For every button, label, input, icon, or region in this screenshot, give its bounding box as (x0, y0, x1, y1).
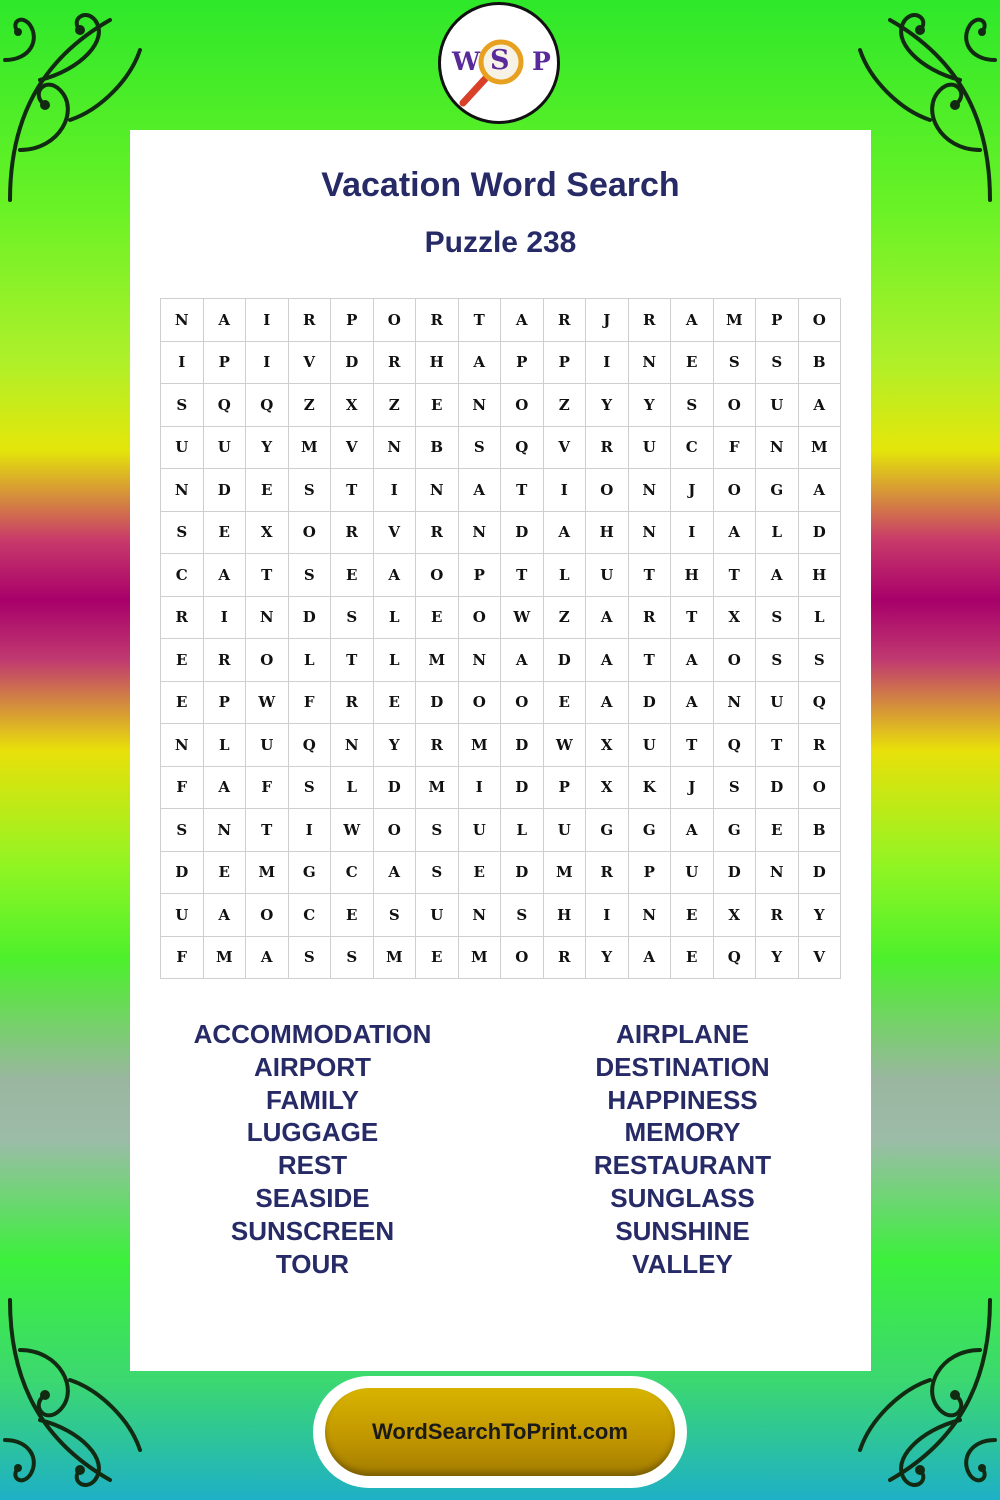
grid-cell[interactable]: X (714, 894, 757, 937)
puzzle-number: Puzzle 238 (424, 226, 577, 259)
grid-cell[interactable]: U (161, 894, 204, 937)
grid-cell[interactable]: F (246, 767, 289, 810)
grid-cell[interactable]: R (331, 682, 374, 725)
word-list-item: AIRPORT (254, 1051, 371, 1082)
grid-cell[interactable]: L (799, 597, 842, 640)
grid-cell[interactable]: S (161, 512, 204, 555)
grid-cell[interactable]: U (544, 809, 587, 852)
grid-cell[interactable]: C (331, 852, 374, 895)
grid-cell[interactable]: H (586, 512, 629, 555)
grid-cell[interactable]: Q (714, 937, 757, 980)
grid-cell[interactable]: N (629, 894, 672, 937)
grid-cell[interactable]: O (714, 639, 757, 682)
grid-cell[interactable]: O (289, 512, 332, 555)
grid-cell[interactable]: L (544, 554, 587, 597)
grid-cell[interactable]: J (671, 469, 714, 512)
grid-cell[interactable]: A (374, 852, 417, 895)
grid-cell[interactable]: A (586, 639, 629, 682)
grid-cell[interactable]: M (459, 937, 502, 980)
grid-cell[interactable]: Q (799, 682, 842, 725)
grid-cell[interactable]: N (629, 512, 672, 555)
word-list-item: SUNSCREEN (230, 1215, 395, 1246)
grid-cell[interactable]: S (416, 852, 459, 895)
grid-cell[interactable]: L (501, 809, 544, 852)
word-list-item: RESTAURANT (593, 1150, 772, 1181)
grid-cell[interactable]: S (289, 767, 332, 810)
grid-cell[interactable]: F (161, 767, 204, 810)
grid-cell[interactable]: T (501, 469, 544, 512)
grid-cell[interactable]: V (331, 427, 374, 470)
grid-cell[interactable]: O (714, 469, 757, 512)
grid-cell[interactable]: E (416, 597, 459, 640)
grid-cell[interactable]: G (756, 469, 799, 512)
grid-cell[interactable]: U (416, 894, 459, 937)
grid-cell[interactable]: I (204, 597, 247, 640)
grid-cell[interactable]: E (331, 554, 374, 597)
grid-cell[interactable]: S (374, 894, 417, 937)
grid-cell[interactable]: E (459, 852, 502, 895)
grid-cell[interactable]: R (416, 512, 459, 555)
grid-cell[interactable]: S (331, 937, 374, 980)
grid-cell[interactable]: R (161, 597, 204, 640)
grid-cell[interactable]: O (501, 384, 544, 427)
grid-cell[interactable]: I (374, 469, 417, 512)
grid-cell[interactable]: N (161, 469, 204, 512)
grid-cell[interactable]: O (799, 767, 842, 810)
grid-cell[interactable]: D (374, 767, 417, 810)
grid-cell[interactable]: N (161, 724, 204, 767)
grid-cell[interactable]: A (374, 554, 417, 597)
grid-cell[interactable]: E (416, 384, 459, 427)
word-list-item: HAPPINESS (607, 1084, 758, 1115)
grid-cell[interactable]: A (756, 554, 799, 597)
grid-cell[interactable]: A (714, 512, 757, 555)
grid-cell[interactable]: P (204, 682, 247, 725)
grid-cell[interactable]: A (799, 469, 842, 512)
letter-grid (160, 298, 841, 979)
grid-cell[interactable]: O (246, 894, 289, 937)
grid-cell[interactable]: L (374, 639, 417, 682)
logo-letter-w: W (452, 47, 481, 76)
grid-cell[interactable]: D (629, 682, 672, 725)
grid-cell[interactable]: E (246, 469, 289, 512)
grid-cell[interactable]: M (416, 767, 459, 810)
grid-cell[interactable]: T (246, 809, 289, 852)
grid-cell[interactable]: T (671, 597, 714, 640)
grid-cell[interactable]: C (289, 894, 332, 937)
word-list (130, 1018, 871, 1280)
grid-cell[interactable]: I (289, 809, 332, 852)
grid-cell[interactable]: L (374, 597, 417, 640)
grid-cell[interactable]: M (416, 639, 459, 682)
grid-cell[interactable]: V (799, 937, 842, 980)
corner-ornament-top-left (0, 0, 150, 210)
grid-cell[interactable]: R (331, 512, 374, 555)
grid-cell[interactable]: S (331, 597, 374, 640)
grid-cell[interactable]: D (756, 767, 799, 810)
grid-cell[interactable]: L (204, 724, 247, 767)
grid-cell[interactable]: S (501, 894, 544, 937)
grid-cell[interactable]: D (544, 639, 587, 682)
word-list-item: SUNGLASS (610, 1182, 755, 1213)
grid-cell[interactable]: U (459, 809, 502, 852)
grid-cell[interactable]: R (544, 937, 587, 980)
page-title: Vacation Word Search (321, 166, 680, 204)
grid-cell[interactable]: P (204, 342, 247, 385)
grid-cell[interactable]: P (629, 852, 672, 895)
word-list-item: MEMORY (624, 1117, 741, 1148)
grid-cell[interactable]: V (374, 512, 417, 555)
grid-cell[interactable]: N (714, 682, 757, 725)
grid-cell[interactable]: S (756, 342, 799, 385)
word-list-item: VALLEY (632, 1248, 733, 1279)
grid-cell[interactable]: J (671, 767, 714, 810)
grid-cell[interactable]: G (714, 809, 757, 852)
grid-cell[interactable]: O (374, 809, 417, 852)
grid-cell[interactable]: P (756, 299, 799, 342)
grid-cell[interactable]: A (671, 682, 714, 725)
grid-cell[interactable]: E (161, 682, 204, 725)
corner-ornament-bottom-right (850, 1290, 1000, 1500)
grid-cell[interactable]: A (671, 639, 714, 682)
grid-cell[interactable]: Z (544, 597, 587, 640)
grid-cell[interactable]: O (586, 469, 629, 512)
grid-cell[interactable]: N (331, 724, 374, 767)
word-list-item: SUNSHINE (615, 1215, 750, 1246)
grid-cell[interactable]: P (544, 767, 587, 810)
grid-cell[interactable]: T (629, 554, 672, 597)
grid-cell[interactable]: F (289, 682, 332, 725)
grid-cell[interactable]: I (246, 299, 289, 342)
grid-cell[interactable]: R (204, 639, 247, 682)
grid-cell[interactable]: O (459, 682, 502, 725)
grid-cell[interactable]: A (204, 554, 247, 597)
wsp-logo (438, 2, 560, 124)
grid-cell[interactable]: T (331, 639, 374, 682)
grid-cell[interactable]: S (289, 554, 332, 597)
grid-cell[interactable]: Q (246, 384, 289, 427)
grid-cell[interactable]: M (799, 427, 842, 470)
grid-cell[interactable]: D (714, 852, 757, 895)
grid-cell[interactable]: S (459, 427, 502, 470)
grid-cell[interactable]: R (799, 724, 842, 767)
grid-cell[interactable]: R (416, 724, 459, 767)
grid-cell[interactable]: P (544, 342, 587, 385)
grid-cell[interactable]: N (161, 299, 204, 342)
grid-cell[interactable]: A (501, 639, 544, 682)
grid-cell[interactable]: U (629, 427, 672, 470)
grid-cell[interactable]: P (459, 554, 502, 597)
grid-cell[interactable]: C (161, 554, 204, 597)
grid-cell[interactable]: G (586, 809, 629, 852)
grid-cell[interactable]: M (459, 724, 502, 767)
grid-cell[interactable]: D (501, 512, 544, 555)
grid-cell[interactable]: E (161, 639, 204, 682)
grid-cell[interactable]: E (671, 937, 714, 980)
grid-cell[interactable]: U (204, 427, 247, 470)
grid-cell[interactable]: X (586, 767, 629, 810)
grid-cell[interactable]: Z (544, 384, 587, 427)
grid-cell[interactable]: D (799, 852, 842, 895)
grid-cell[interactable]: A (501, 299, 544, 342)
grid-cell[interactable]: R (374, 342, 417, 385)
grid-cell[interactable]: I (161, 342, 204, 385)
grid-cell[interactable]: T (756, 724, 799, 767)
grid-cell[interactable]: S (671, 384, 714, 427)
grid-cell[interactable]: D (501, 724, 544, 767)
grid-cell[interactable]: A (586, 682, 629, 725)
grid-cell[interactable]: D (799, 512, 842, 555)
grid-cell[interactable]: T (246, 554, 289, 597)
grid-cell[interactable]: V (289, 342, 332, 385)
grid-cell[interactable]: S (289, 937, 332, 980)
logo-letter-s: S (490, 45, 510, 76)
grid-cell[interactable]: D (501, 852, 544, 895)
grid-cell[interactable]: Y (246, 427, 289, 470)
grid-cell[interactable]: Y (586, 937, 629, 980)
grid-cell[interactable]: I (459, 767, 502, 810)
grid-cell[interactable]: Q (501, 427, 544, 470)
grid-cell[interactable]: J (586, 299, 629, 342)
grid-cell[interactable]: W (544, 724, 587, 767)
grid-cell[interactable]: N (459, 894, 502, 937)
grid-cell[interactable]: E (374, 682, 417, 725)
grid-cell[interactable]: H (671, 554, 714, 597)
grid-cell[interactable]: W (331, 809, 374, 852)
grid-cell[interactable]: E (204, 512, 247, 555)
grid-cell[interactable]: M (374, 937, 417, 980)
corner-ornament-bottom-left (0, 1290, 150, 1500)
grid-cell[interactable]: A (459, 342, 502, 385)
grid-cell[interactable]: U (161, 427, 204, 470)
grid-cell[interactable]: Y (586, 384, 629, 427)
word-list-item: DESTINATION (595, 1051, 770, 1082)
grid-cell[interactable]: O (799, 299, 842, 342)
grid-cell[interactable]: Y (374, 724, 417, 767)
grid-cell[interactable]: D (331, 342, 374, 385)
grid-cell[interactable]: E (544, 682, 587, 725)
website-button[interactable] (313, 1376, 687, 1488)
grid-cell[interactable]: T (671, 724, 714, 767)
grid-cell[interactable]: R (416, 299, 459, 342)
grid-cell[interactable]: I (246, 342, 289, 385)
grid-cell[interactable]: S (161, 384, 204, 427)
grid-cell[interactable]: T (331, 469, 374, 512)
grid-cell[interactable]: K (629, 767, 672, 810)
grid-cell[interactable]: O (501, 682, 544, 725)
grid-cell[interactable]: T (629, 639, 672, 682)
word-list-item: REST (277, 1150, 348, 1181)
grid-cell[interactable]: U (756, 384, 799, 427)
word-list-item: AIRPLANE (616, 1019, 749, 1049)
grid-cell[interactable]: N (459, 639, 502, 682)
grid-cell[interactable]: L (289, 639, 332, 682)
grid-cell[interactable]: Q (714, 724, 757, 767)
grid-cell[interactable]: N (416, 469, 459, 512)
grid-cell[interactable]: N (374, 427, 417, 470)
grid-cell[interactable]: U (586, 554, 629, 597)
grid-cell[interactable]: R (586, 427, 629, 470)
grid-cell[interactable]: A (671, 299, 714, 342)
grid-cell[interactable]: Z (289, 384, 332, 427)
grid-cell[interactable]: T (501, 554, 544, 597)
grid-cell[interactable]: H (544, 894, 587, 937)
grid-cell[interactable]: S (714, 767, 757, 810)
grid-cell[interactable]: A (544, 512, 587, 555)
grid-cell[interactable]: W (246, 682, 289, 725)
grid-cell[interactable]: R (629, 299, 672, 342)
grid-cell[interactable]: M (714, 299, 757, 342)
grid-cell[interactable]: U (671, 852, 714, 895)
grid-cell[interactable]: I (586, 342, 629, 385)
grid-cell[interactable]: D (501, 767, 544, 810)
grid-cell[interactable]: E (331, 894, 374, 937)
puzzle-sheet (130, 130, 871, 1371)
grid-cell[interactable]: G (629, 809, 672, 852)
grid-cell[interactable]: R (289, 299, 332, 342)
grid-cell[interactable]: E (204, 852, 247, 895)
grid-cell[interactable]: O (501, 937, 544, 980)
grid-cell[interactable]: Q (289, 724, 332, 767)
grid-cell[interactable]: O (714, 384, 757, 427)
grid-cell[interactable]: X (246, 512, 289, 555)
grid-cell[interactable]: A (204, 767, 247, 810)
grid-cell[interactable]: B (799, 809, 842, 852)
grid-cell[interactable]: N (629, 469, 672, 512)
word-list-item: TOUR (275, 1248, 350, 1279)
grid-cell[interactable]: N (459, 384, 502, 427)
grid-cell[interactable]: B (799, 342, 842, 385)
grid-cell[interactable]: R (629, 597, 672, 640)
grid-cell[interactable]: E (671, 894, 714, 937)
logo-letter-p: P (532, 47, 551, 76)
grid-cell[interactable]: N (459, 512, 502, 555)
grid-cell[interactable]: I (544, 469, 587, 512)
grid-cell[interactable]: M (544, 852, 587, 895)
grid-cell[interactable]: D (161, 852, 204, 895)
grid-cell[interactable]: Y (629, 384, 672, 427)
website-link[interactable]: WordSearchToPrint.com (325, 1388, 675, 1476)
grid-cell[interactable]: Y (756, 937, 799, 980)
grid-cell[interactable]: M (246, 852, 289, 895)
grid-cell[interactable]: L (331, 767, 374, 810)
grid-cell[interactable]: R (756, 894, 799, 937)
grid-cell[interactable]: P (331, 299, 374, 342)
grid-cell[interactable]: S (756, 597, 799, 640)
grid-cell[interactable]: T (714, 554, 757, 597)
grid-cell[interactable]: A (671, 809, 714, 852)
grid-cell[interactable]: U (629, 724, 672, 767)
grid-cell[interactable]: X (586, 724, 629, 767)
grid-cell[interactable]: O (246, 639, 289, 682)
grid-cell[interactable]: X (331, 384, 374, 427)
grid-cell[interactable]: S (756, 639, 799, 682)
grid-cell[interactable]: N (756, 427, 799, 470)
grid-cell[interactable]: Q (204, 384, 247, 427)
grid-cell[interactable]: V (544, 427, 587, 470)
grid-cell[interactable]: N (756, 852, 799, 895)
word-list-item: ACCOMMODATION (193, 1019, 432, 1049)
grid-cell[interactable]: F (714, 427, 757, 470)
grid-cell[interactable]: L (756, 512, 799, 555)
grid-cell[interactable]: H (799, 554, 842, 597)
grid-cell[interactable]: E (756, 809, 799, 852)
word-list-item: FAMILY (266, 1084, 359, 1115)
grid-cell[interactable]: U (246, 724, 289, 767)
grid-cell[interactable]: R (544, 299, 587, 342)
grid-cell[interactable]: S (714, 342, 757, 385)
grid-cell[interactable]: P (501, 342, 544, 385)
word-list-item: SEASIDE (255, 1182, 370, 1213)
word-list-item: LUGGAGE (246, 1117, 379, 1148)
grid-cell[interactable]: F (161, 937, 204, 980)
grid-cell[interactable]: G (289, 852, 332, 895)
grid-cell[interactable]: A (204, 299, 247, 342)
grid-cell[interactable]: Y (799, 894, 842, 937)
grid-cell[interactable]: A (586, 597, 629, 640)
grid-cell[interactable]: N (204, 809, 247, 852)
grid-cell[interactable]: T (459, 299, 502, 342)
grid-cell[interactable]: N (246, 597, 289, 640)
grid-cell[interactable]: O (459, 597, 502, 640)
grid-cell[interactable]: Z (374, 384, 417, 427)
grid-cell[interactable]: R (586, 852, 629, 895)
grid-cell[interactable]: H (416, 342, 459, 385)
grid-cell[interactable]: O (374, 299, 417, 342)
grid-cell[interactable]: N (629, 342, 672, 385)
grid-cell[interactable]: D (289, 597, 332, 640)
grid-cell[interactable]: M (204, 937, 247, 980)
corner-ornament-top-right (850, 0, 1000, 210)
grid-cell[interactable]: S (161, 809, 204, 852)
grid-cell[interactable]: X (714, 597, 757, 640)
grid-cell[interactable]: U (756, 682, 799, 725)
grid-cell[interactable]: W (501, 597, 544, 640)
grid-cell[interactable]: S (416, 809, 459, 852)
grid-cell[interactable]: C (671, 427, 714, 470)
grid-cell[interactable]: A (799, 384, 842, 427)
grid-cell[interactable]: A (459, 469, 502, 512)
grid-cell[interactable]: M (289, 427, 332, 470)
grid-cell[interactable]: D (416, 682, 459, 725)
grid-cell[interactable]: S (799, 639, 842, 682)
grid-cell[interactable]: O (416, 554, 459, 597)
grid-cell[interactable]: I (671, 512, 714, 555)
grid-cell[interactable]: D (204, 469, 247, 512)
grid-cell[interactable]: I (586, 894, 629, 937)
grid-cell[interactable]: B (416, 427, 459, 470)
grid-cell[interactable]: E (671, 342, 714, 385)
grid-cell[interactable]: A (204, 894, 247, 937)
grid-cell[interactable]: A (629, 937, 672, 980)
grid-cell[interactable]: S (289, 469, 332, 512)
grid-cell[interactable]: E (416, 937, 459, 980)
grid-cell[interactable]: A (246, 937, 289, 980)
